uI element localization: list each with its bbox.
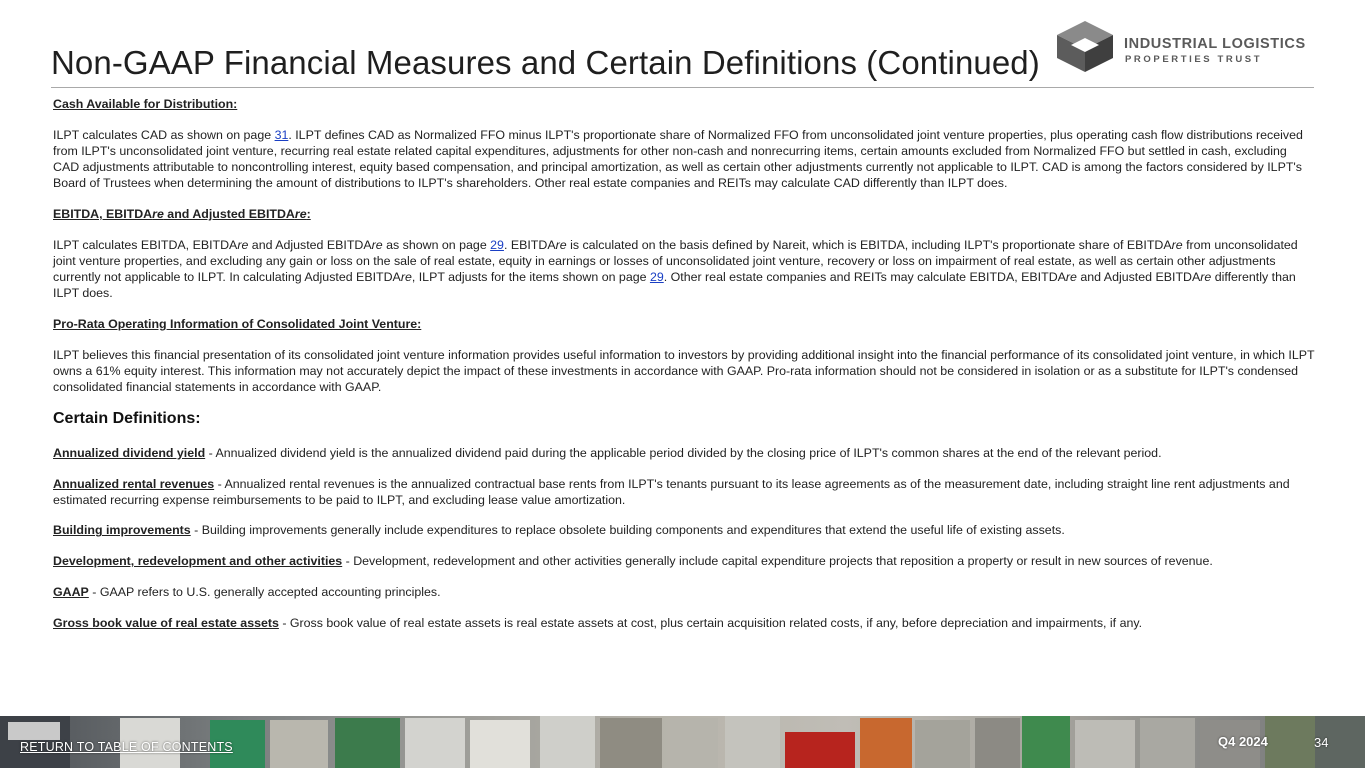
page-link-29[interactable]: 29 [490,237,504,252]
re-suffix: re [237,237,249,252]
definition-text: - GAAP refers to U.S. generally accepted accounting principles. [88,584,441,599]
prorata-heading [53,316,1315,332]
re-suffix: re [400,270,412,285]
footer-banner [0,716,1365,768]
definitions-heading: Certain Definitions: [53,409,201,427]
re-suffix: re [1200,270,1212,285]
page-number: 34 [1314,735,1329,750]
ebitda-paragraph [53,237,1315,302]
definition-text: - Gross book value of real estate assets is real estate assets at cost, plus certain acquisition related costs, if any, before depreciation and impairments, if any. [278,615,1143,630]
re-suffix: re [1065,270,1077,285]
definition-term: GAAP [53,584,89,599]
cad-text-1: ILPT calculates CAD as shown on page [53,127,275,142]
return-to-toc-link[interactable]: RETURN TO TABLE OF CONTENTS [20,740,233,754]
text-run: ILPT calculates EBITDA, EBITDA [53,237,238,252]
text-run: . EBITDA [503,237,556,252]
re-suffix: re [1171,237,1183,252]
text-run: , ILPT adjusts for the items shown on page [411,270,650,285]
section-heading: Cash Available for Distribution: [53,97,238,111]
cad-paragraph [53,127,1315,192]
definition-text: - Annualized rental revenues is the annualized contractual base rents from ILPT's tenants pursuant to its lease agreements as of the measurement date, including straight line rent adjustments and estimated recurring expense reimbursements to be paid to ILPT, and excluding lease value amortization. [53,476,1290,507]
definition-item [53,522,1315,538]
ebitda-heading [53,206,1315,222]
definition-text: - Building improvements generally include expenditures to replace obsolete building components and expenditures that extend the useful life of existing assets. [190,523,1065,538]
heading-part: and Adjusted EBITDA [163,207,295,222]
page-link-31[interactable]: 31 [274,127,289,142]
logo-cube-icon [1055,20,1115,74]
text-run: and Adjusted EBITDA [1076,270,1201,285]
page-link-29[interactable]: 29 [649,270,664,285]
definition-term: Development, redevelopment and other activities [53,554,343,569]
definition-term: Building improvements [53,523,191,538]
section-heading: Pro-Rata Operating Information of Consolidated Joint Venture: [53,317,422,332]
definition-term: Gross book value of real estate assets [53,615,279,630]
company-logo [1055,20,1325,74]
cad-heading [53,96,1315,112]
quarter-label: Q4 2024 [1218,734,1268,749]
heading-part: EBITDA, EBITDA [53,207,153,222]
page-title: Non-GAAP Financial Measures and Certain Definitions (Continued) [51,44,1040,81]
text-run: is calculated on the basis defined by Nareit, which is EBITDA, including ILPT's proportionate share of EBITDA [566,237,1172,252]
definition-item [53,445,1315,461]
section-heading [53,207,311,221]
text-run: . Other real estate companies and REITs may calculate EBITDA, EBITDA [663,270,1066,285]
definition-item [53,476,1315,508]
logo-text-primary: INDUSTRIAL LOGISTICS [1124,36,1306,52]
re-suffix: re [152,207,164,222]
definition-item [53,553,1315,569]
re-suffix: re [294,207,307,222]
prorata-paragraph: ILPT believes this financial presentation of its consolidated joint venture information provides useful information to investors by providing additional insight into the financial performance of its consolidated joint venture, in which ILPT owns a 61% equity interest. This information may not accurately depict the impact of these investments in accordance with GAAP. Pro-rata information should not be considered in isolation or as a substitute for ILPT's condensed consolidated financial statements in accordance with GAAP. [53,347,1315,395]
text-run: from unconsolidated joint venture properties, and excluding any gain or loss on the sale of real estate, equity in earnings or losses of unconsolidated joint venture, recovery or loss on impairment of real estate, as well as certain other adjustments currently not applicable to ILPT. In calculating Adjusted EBITDA [53,237,1298,285]
main-content [53,96,1315,645]
text-run: as shown on page [382,237,491,252]
title-divider [51,87,1314,88]
re-suffix: re [371,237,383,252]
definition-text: - Development, redevelopment and other activities generally include capital expenditure projects that reposition a property or result in new sources of revenue. [342,554,1213,569]
definition-term: Annualized rental revenues [53,476,215,491]
cad-text-2: . ILPT defines CAD as Normalized FFO minus ILPT's proportionate share of Normalized FFO from unconsolidated joint venture properties, plus operating cash flow distributions received from ILPT's unconsolidated joint venture, recurring real estate related capital expenditures, adjustments for other non-cash and nonrecurring items, certain amounts excluded from Normalized FFO but settled in cash, excluding CAD adjustments attributable to noncontrolling interest, equity based compensation, and principal amortization, as well as certain other adjustments currently not applicable to ILPT. CAD is among the factors considered by ILPT's Board of Trustees when determining the amount of distributions to ILPT's shareholders. Other real estate companies and REITs may calculate CAD differently than ILPT does. [53,127,1303,191]
re-suffix: re [555,237,567,252]
definition-term: Annualized dividend yield [53,445,206,460]
definition-item [53,584,1315,600]
definition-item [53,615,1315,631]
heading-part: : [306,207,311,222]
definition-text: - Annualized dividend yield is the annualized dividend paid during the applicable period divided by the closing price of ILPT's common shares at the end of the relevant period. [205,445,1162,460]
text-run: and Adjusted EBITDA [248,237,372,252]
text-run: differently than ILPT does. [53,270,1296,301]
logo-text-secondary: PROPERTIES TRUST [1125,54,1263,65]
